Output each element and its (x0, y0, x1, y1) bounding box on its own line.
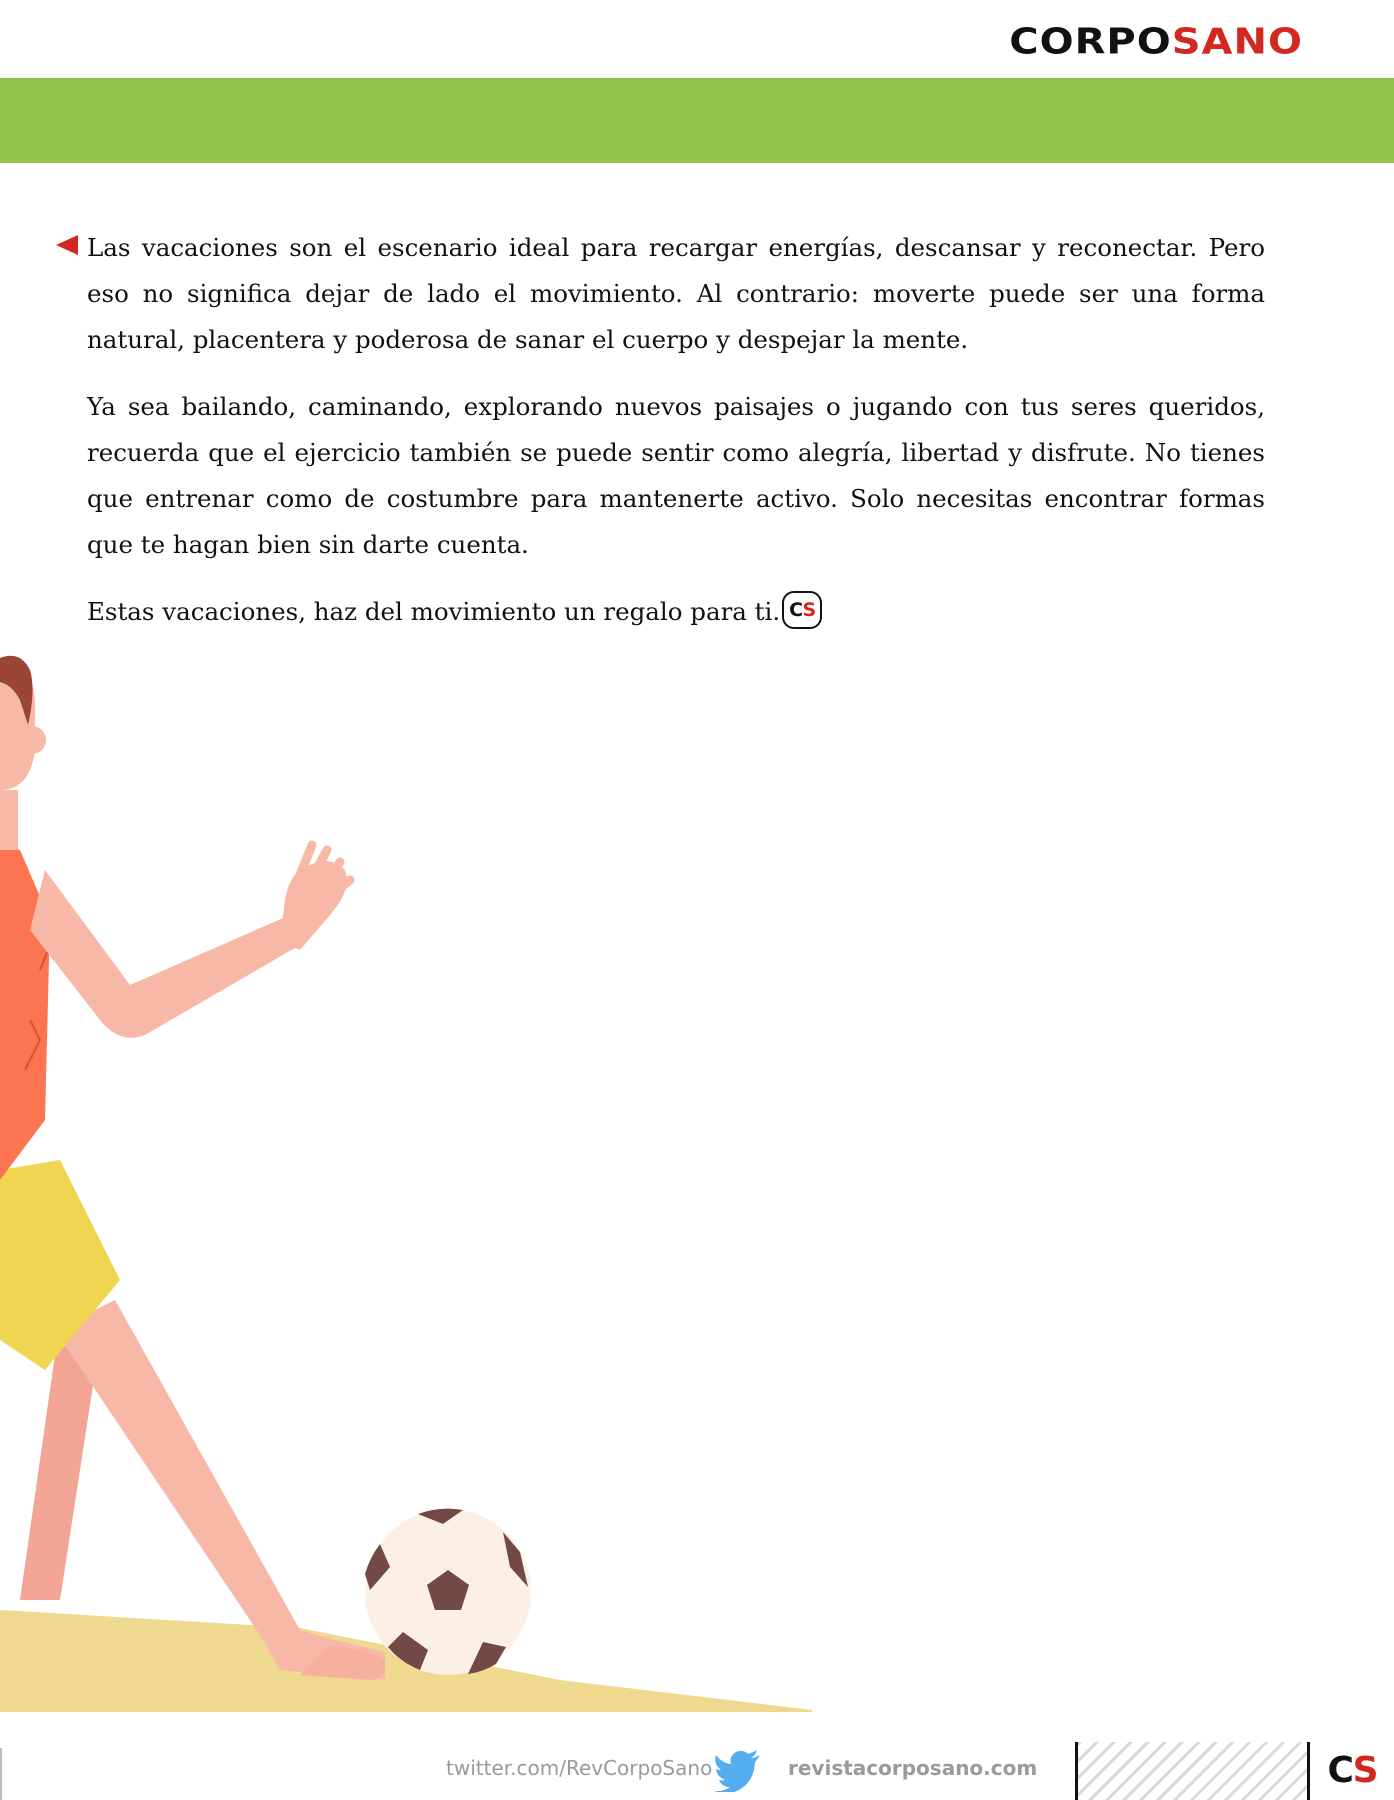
twitter-bird-icon (714, 1750, 762, 1792)
article-body (87, 225, 1265, 656)
logo-part-corpo: CORPO (1009, 22, 1172, 63)
soccer-ball (365, 1509, 531, 1675)
website-link[interactable]: revistacorposano.com (788, 1756, 1038, 1780)
closing-sentence: Estas vacaciones, haz del movimiento un regalo para ti. (87, 597, 781, 626)
cs-logo-icon: CS (1307, 1742, 1394, 1800)
soccer-player-illustration (0, 640, 820, 1720)
page-footer (0, 1742, 1394, 1800)
logo-part-sano: SANO (1171, 22, 1303, 63)
triangle-bullet-icon (56, 235, 78, 255)
cs-logo-icon: CS (782, 591, 822, 629)
paragraph-1: Las vacaciones son el escenario ideal para recargar energías, descansar y reconectar. Pero eso no significa dejar de lado el movimiento. Al contrario: moverte puede ser una forma natural, placentera y poderosa de sanar el cuerpo y despejar la mente. (87, 233, 1265, 354)
paragraph-2: Ya sea bailando, caminando, explorando nuevos paisajes o jugando con tus seres queridos, recuerda que el ejercicio también se puede sentir como alegría, libertad y disfrute. No tienes que entrenar como de costumbre para mantenerte activo. Solo necesitas encontrar formas que te hagan bien sin darte cuenta. (87, 392, 1265, 559)
twitter-link[interactable]: twitter.com/RevCorpoSano (446, 1756, 713, 1780)
paragraph-3 (87, 589, 1265, 635)
corposano-logo (1009, 22, 1303, 62)
player-arm (30, 870, 300, 1038)
header-band (0, 78, 1394, 163)
footer-stripes (1075, 1742, 1310, 1800)
